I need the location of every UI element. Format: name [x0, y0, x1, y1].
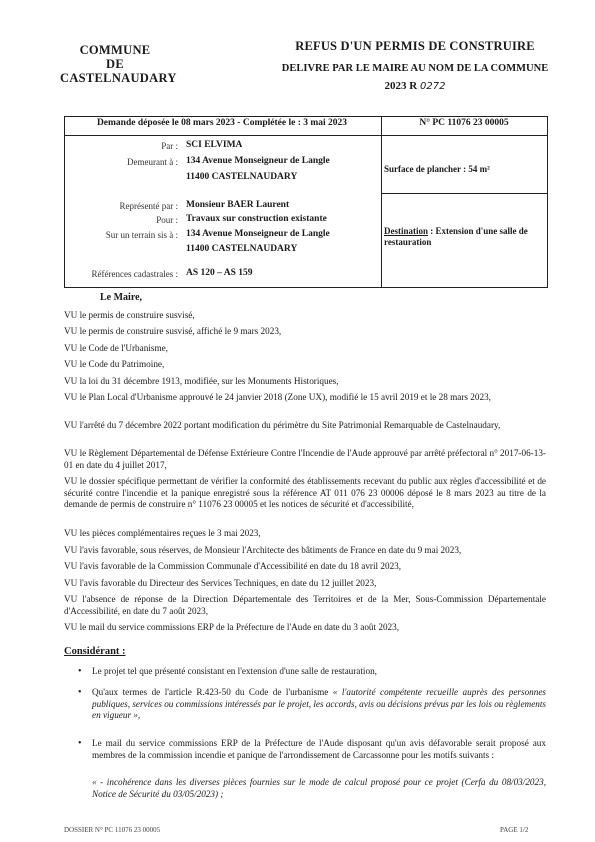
destination	[384, 226, 544, 248]
demande-date: Demande déposée le 08 mars 2023 - Complétée le : 3 mai 2023	[96, 118, 348, 128]
box-right-divider	[381, 193, 547, 194]
value-cadastre: AS 120 – AS 159	[186, 268, 253, 278]
considerant-quote: « - incohérence dans les diverses pièces fournies sur le mode de calcul proposé pour ce projet (Cerfa du 08/03/2023, Notice de Sécurité du 03/05/2023) ;	[92, 777, 546, 799]
commune-line-3: CASTELNAUDARY	[60, 71, 177, 85]
value-demeurant: 134 Avenue Monseigneur de Langle	[186, 156, 330, 166]
bullet-1: •	[78, 666, 82, 677]
vu-item-14: VU l'absence de réponse de la Direction Départementale des Territoires et de la Mer, Sous-Commission Départementale d'Accessibilité, en date du 7 août 2023,	[64, 594, 546, 616]
value-par: SCI ELVIMA	[186, 140, 243, 150]
label-pour: Pour :	[156, 215, 178, 225]
value-represente: Monsieur BAER Laurent	[186, 200, 290, 210]
considerant-item-1: Le projet tel que présenté consistant en l'extension d'une salle de restauration,	[92, 666, 377, 676]
destination-label: Destination	[384, 226, 429, 236]
destination-text: : Extension d'une salle de restauration	[384, 226, 528, 247]
bullet-3: •	[78, 738, 82, 749]
considerant-heading: Considérant :	[64, 646, 126, 657]
title-line-2: DELIVRE PAR LE MAIRE AU NOM DE LA COMMUNE	[281, 63, 549, 74]
title-line-1: REFUS D'UN PERMIS DE CONSTRUIRE	[295, 39, 535, 53]
commune-line-1: COMMUNE	[79, 43, 151, 57]
vu-item-6: VU le Plan Local d'Urbanisme approuvé le 24 janvier 2018 (Zone UX), modifié le 15 avril 2019 et le 28 mars 2023,	[64, 392, 491, 402]
vu-item-8: VU le Règlement Départemental de Défense Extérieure Contre l'Incendie de l'Aude approuvé par arrêté préfectoral n° 2017-06-13-01 en date du 4 juillet 2017,	[64, 448, 546, 470]
document-title	[255, 38, 575, 95]
vu-item-5: VU la loi du 31 décembre 1913, modifiée, sur les Monuments Historiques,	[64, 376, 339, 386]
label-demeurant: Demeurant à :	[127, 157, 178, 167]
commune-line-2: DE	[106, 57, 124, 71]
surface-plancher: Surface de plancher : 54 m²	[384, 164, 490, 174]
vu-item-4: VU le Code du Patrimoine,	[64, 359, 165, 369]
title-line-3	[255, 78, 575, 95]
maire-heading: Le Maire,	[100, 292, 143, 303]
considerant-item-2-quote: « l'autorité compétente recueille auprès des personnes publiques, services ou commissions intéressés par le projet, les accords, avis ou décisions prévus par les lois ou règlements en vigueur »,	[92, 687, 547, 720]
handwritten-number: 0272	[420, 81, 446, 92]
vu-item-10: VU les pièces complémentaires reçues le 3 mai 2023,	[64, 528, 261, 538]
value-terrain-city: 11400 CASTELNAUDARY	[186, 244, 298, 254]
box-column-divider	[381, 117, 382, 287]
label-terrain: Sur un terrain sis à :	[105, 230, 178, 240]
footer-page: PAGE 1/2	[500, 826, 529, 834]
value-pour: Travaux sur construction existante	[186, 214, 327, 224]
vu-item-2: VU le permis de construire susvisé, affiché le 9 mars 2023,	[64, 326, 282, 336]
value-terrain: 134 Avenue Monseigneur de Langle	[186, 229, 330, 239]
label-represente: Représenté par :	[119, 201, 178, 211]
vu-item-12: VU l'avis favorable de la Commission Communale d'Accessibilité en date du 18 avril 2023,	[64, 561, 402, 571]
bullet-2: •	[78, 687, 82, 698]
value-demeurant-city: 11400 CASTELNAUDARY	[186, 172, 298, 182]
vu-item-3: VU le Code de l'Urbanisme,	[64, 343, 168, 353]
vu-item-7: VU l'arrêté du 7 décembre 2022 portant modification du périmètre du Site Patrimonial Remarquable de Castelnaudary,	[64, 420, 501, 430]
permit-number: N° PC 11076 23 00005	[419, 118, 509, 128]
label-cadastre: Références cadastrales :	[91, 269, 178, 279]
vu-item-13: VU l'avis favorable du Directeur des Services Techniques, en date du 12 juillet 2023,	[64, 578, 377, 588]
arrete-number-prefix: 2023 R	[384, 80, 418, 92]
vu-item-9: VU le dossier spécifique permettant de vérifier la conformité des établissements recevant du public aux règles d'accessibilité et de sécurité contre l'incendie et la panique enregistré sous la référence AT 011 076 23 00006 déposé le 8 mars 2023 au titre de la demande de permis de construire n° 11076 23 00005 et les notices de sécurité et d'accessibilité,	[64, 476, 546, 509]
considerant-item-2-prefix: Qu'aux termes de l'article R.423-50 du Code de l'urbanisme	[92, 687, 333, 697]
vu-item-11: VU l'avis favorable, sous réserves, de Monsieur l'Architecte des bâtiments de France en date du 9 mai 2023,	[64, 545, 462, 555]
vu-item-15: VU le mail du service commissions ERP de la Préfecture de l'Aude en date du 3 août 2023,	[64, 622, 400, 632]
considerant-item-2	[92, 687, 546, 722]
vu-item-1: VU le permis de construire susvisé,	[64, 310, 195, 320]
box-divider	[65, 135, 547, 136]
considerant-item-3: Le mail du service commissions ERP de la Préfecture de l'Aude disposant qu'un avis défavorable serait proposé aux membres de la commission incendie et panique de l'arrondissement de Carcassonne pour les motifs suivants :	[92, 738, 546, 760]
footer-dossier: DOSSIER N° PC 11076 23 00005	[64, 826, 161, 834]
commune-heading	[60, 43, 177, 85]
label-par: Par :	[161, 141, 178, 151]
